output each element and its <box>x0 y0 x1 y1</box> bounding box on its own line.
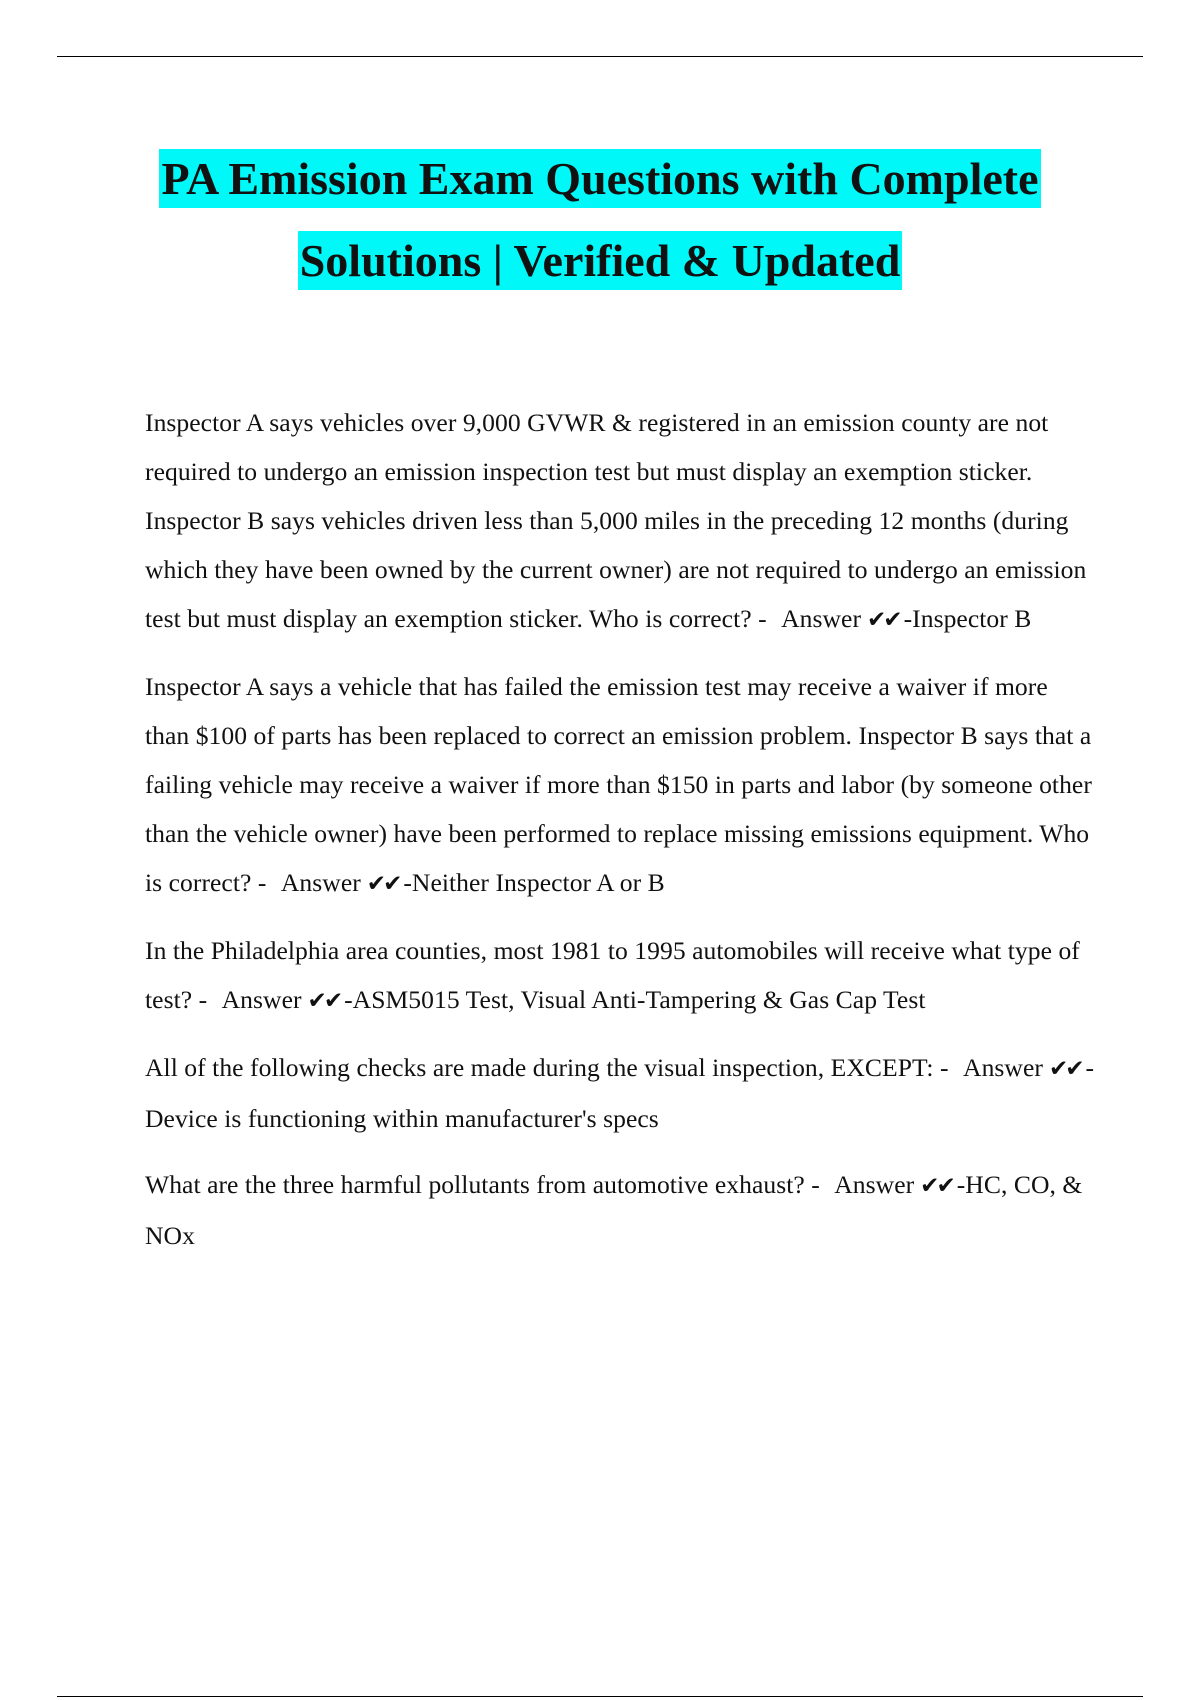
answer-text: -Device is functioning within manufacturer's specs <box>145 1053 1095 1133</box>
answer-label: Answer <box>781 604 862 633</box>
answer-text: -Inspector B <box>903 604 1032 633</box>
qa-item <box>145 398 1095 645</box>
bottom-rule <box>57 1696 1143 1697</box>
question-text: Inspector A says vehicles over 9,000 GVWR & registered in an emission county are not required to undergo an emission inspection test but must display an exemption sticker. Inspector B says vehicles driven less than 5,000 miles in the preceding 12 months (during which they have been owned by the current owner) are not required to undergo an emission test but must display an exemption sticker. Who is correct? - <box>145 408 1087 633</box>
answer-text: -HC, CO, & NOx <box>145 1170 1083 1250</box>
qa-item <box>145 662 1095 909</box>
answer-text: -ASM5015 Test, Visual Anti-Tampering & Gas Cap Test <box>344 985 926 1014</box>
answer-label: Answer <box>834 1170 915 1199</box>
question-text: In the Philadelphia area counties, most 1981 to 1995 automobiles will receive what type of test? - <box>145 936 1080 1014</box>
double-check-icon: ✔✔ <box>867 607 900 633</box>
answer-text: -Neither Inspector A or B <box>403 868 665 897</box>
double-check-icon: ✔✔ <box>366 871 400 897</box>
title-line-1: PA Emission Exam Questions with Complete <box>159 149 1040 208</box>
question-text: Inspector A says a vehicle that has failed the emission test may receive a waiver if more than $100 of parts has been replaced to correct an emission problem. Inspector B says that a failing vehicle may receive a waiver if more than $150 in parts and labor (by someone other than the vehicle owner) have been performed to replace missing emissions equipment. Who is correct? - <box>145 672 1092 897</box>
qa-item <box>145 1160 1095 1260</box>
double-check-icon: ✔✔ <box>1048 1056 1082 1082</box>
document-title <box>60 138 1140 302</box>
question-text: All of the following checks are made during the visual inspection, EXCEPT: - <box>145 1053 949 1082</box>
title-line-2: Solutions | Verified & Updated <box>298 231 903 290</box>
top-rule <box>57 56 1143 57</box>
question-text: What are the three harmful pollutants from automotive exhaust? - <box>145 1170 820 1199</box>
answer-label: Answer <box>221 985 302 1014</box>
qa-item <box>145 926 1095 1026</box>
qa-list <box>145 398 1095 1277</box>
answer-label: Answer <box>963 1053 1043 1082</box>
answer-label: Answer <box>280 868 361 897</box>
double-check-icon: ✔✔ <box>920 1173 953 1199</box>
qa-item <box>145 1043 1095 1143</box>
double-check-icon: ✔✔ <box>307 988 341 1014</box>
